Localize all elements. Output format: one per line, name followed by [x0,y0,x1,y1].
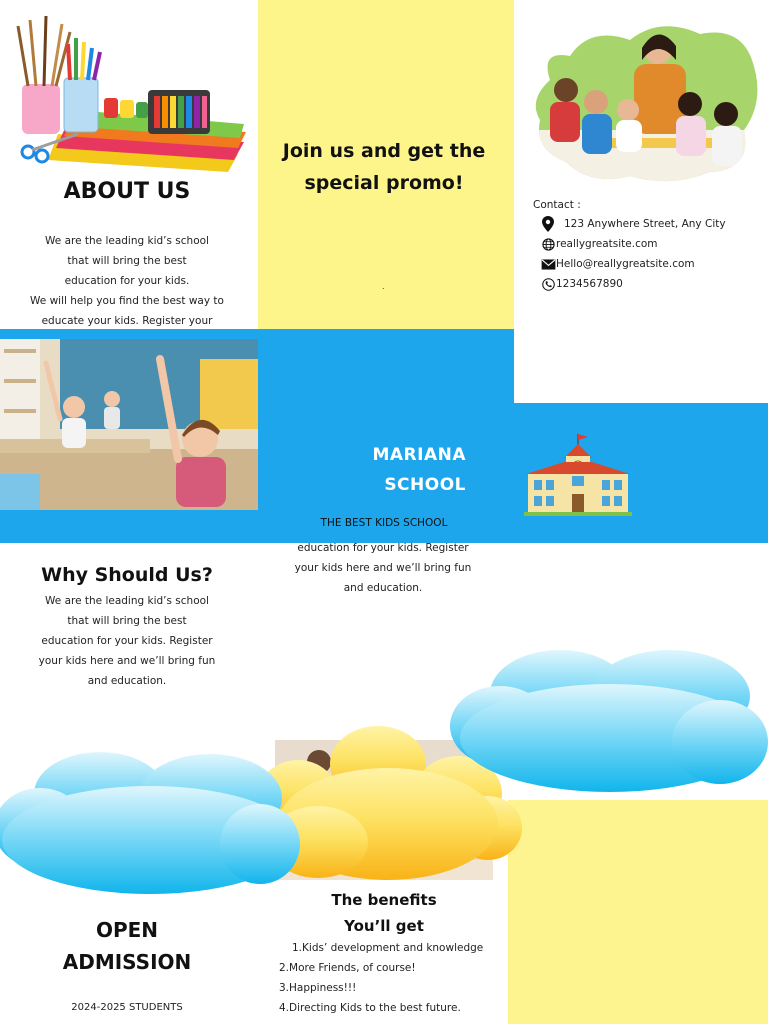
under-banner-text [270,538,496,598]
contact-website[interactable]: reallygreatsite.com [556,238,658,250]
contact-phone-row [540,274,760,294]
school-name-line2: SCHOOL [384,475,466,495]
benefit-item: 1.Kids’ development and knowledge [292,942,484,954]
teacher-with-kids-photo [530,20,760,184]
school-building-icon [524,432,632,516]
school-name-line1: MARIANA [372,445,466,465]
about-line: that will bring the best [67,255,187,267]
contact-phone[interactable]: 1234567890 [556,278,623,290]
promo-line2: special promo! [304,172,464,194]
benefits-list [279,938,505,1018]
promo-headline [258,135,510,199]
about-us-text [14,231,240,329]
why-should-us-text [14,591,240,691]
why-line: We are the leading kid’s school [45,595,209,607]
under-banner-line: your kids here and we’ll bring fun [294,562,472,574]
contact-label: Contact : [533,199,581,211]
under-banner-line: and education. [343,582,423,594]
benefits-title-line2: You’ll get [344,917,424,935]
small-dot: . [382,282,385,291]
benefit-item: 4.Directing Kids to the best future. [279,1002,461,1014]
classroom-photo [0,339,258,510]
why-line: education for your kids. Register [41,635,213,647]
benefit-item: 3.Happiness!!! [279,982,357,994]
about-line: We will help you find the best way to [30,295,224,307]
contact-address-row [540,214,760,234]
blue-cloud-right [450,646,768,796]
contact-email-row [540,254,760,274]
promo-line1: Join us and get the [282,140,486,162]
contact-email[interactable]: Hello@reallygreatsite.com [556,258,695,270]
contact-list [540,214,760,294]
about-line: We are the leading kid’s school [45,235,209,247]
bottom-right-yellow-panel [508,800,768,1024]
why-should-us-title: Why Should Us? [41,564,213,586]
mail-icon [540,256,556,272]
open-admission-line2: ADMISSION [62,950,192,974]
school-tagline: THE BEST KIDS SCHOOL [320,517,448,529]
benefits-title-line1: The benefits [331,891,437,909]
open-admission-line1: OPEN [95,918,159,942]
students-year: 2024-2025 STUDENTS [71,1002,183,1013]
why-line: that will bring the best [67,615,187,627]
location-pin-icon [540,216,556,232]
about-us-title: ABOUT US [63,179,191,204]
phone-icon [540,276,556,292]
school-name [330,440,466,500]
globe-icon [540,236,556,252]
contact-website-row [540,234,760,254]
under-banner-line: education for your kids. Register [297,542,469,554]
benefit-item: 2.More Friends, of course! [279,962,416,974]
about-line: educate your kids. Register your [41,315,213,327]
why-line: and education. [87,675,167,687]
contact-address: 123 Anywhere Street, Any City [564,218,726,230]
why-line: your kids here and we’ll bring fun [38,655,216,667]
art-supplies-image [8,14,248,174]
blue-cloud-left [0,748,300,896]
open-admission-title [0,914,254,978]
about-line: education for your kids. [64,275,190,287]
